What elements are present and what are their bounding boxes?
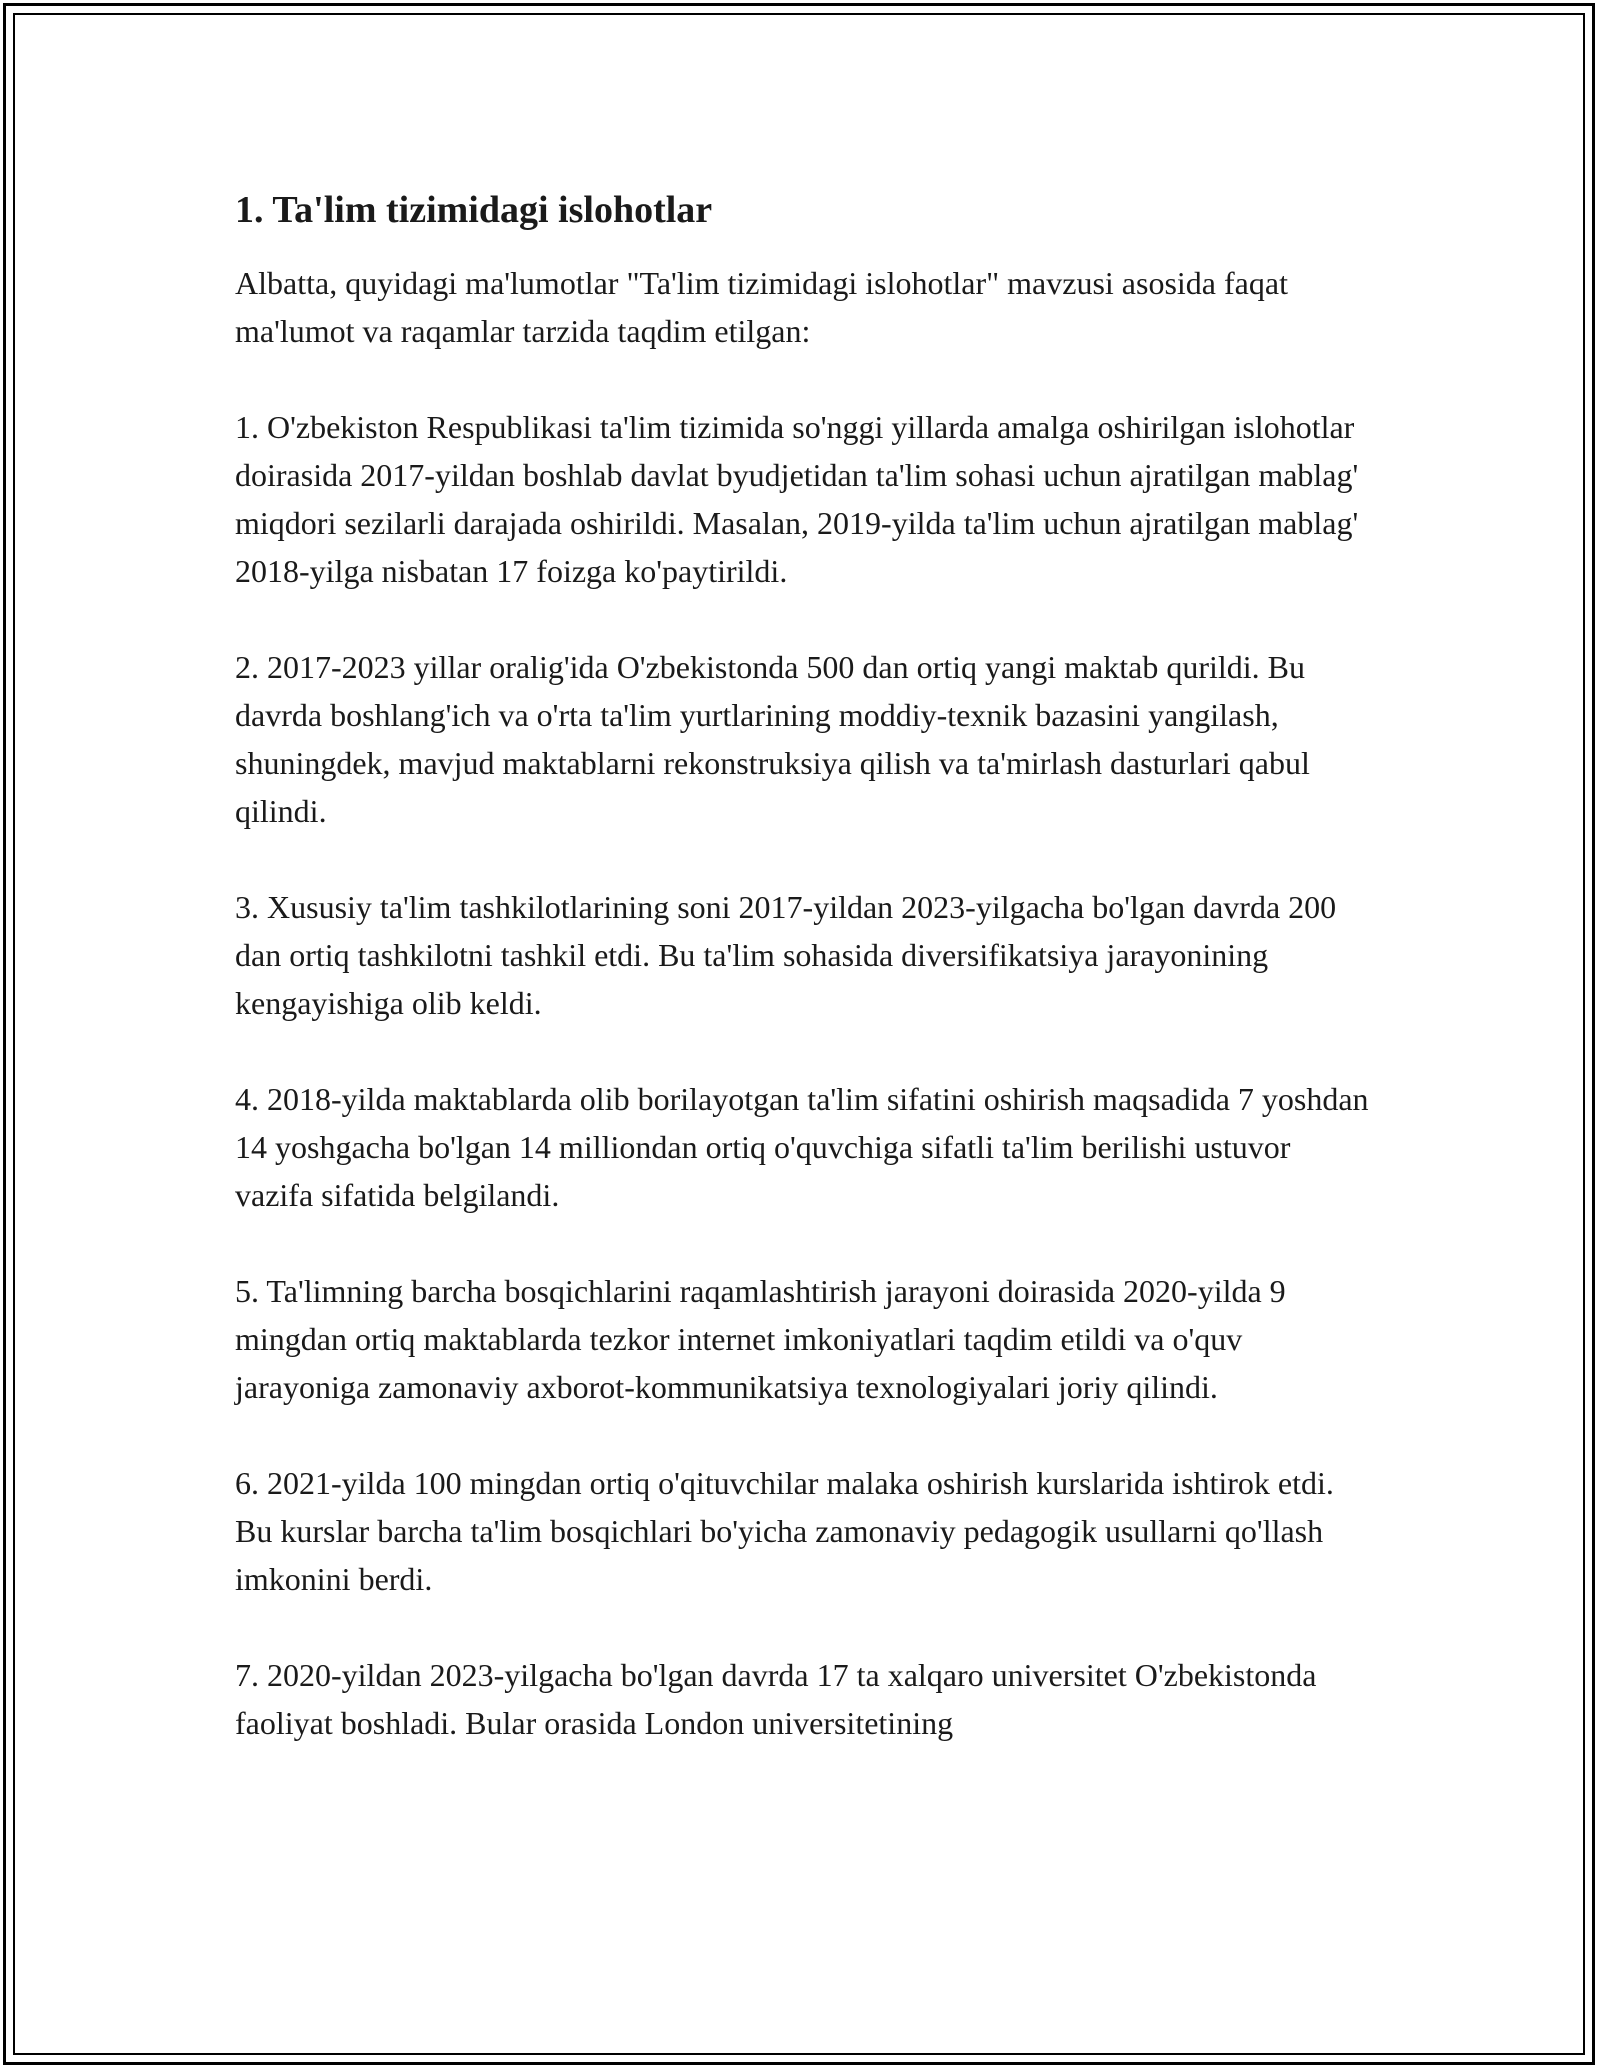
list-item: 5. Ta'limning barcha bosqichlarini raqamlashtirish jarayoni doirasida 2020-yilda 9 mingdan ortiq maktablarda tezkor internet imkoniyatlari taqdim etildi va o'quv jarayoniga zamonaviy axborot-kommunikatsiya texnologiyalari joriy qilindi. [235, 1273, 1286, 1405]
document-body [235, 185, 1370, 1747]
list-item: 4. 2018-yilda maktablarda olib borilayotgan ta'lim sifatini oshirish maqsadida 7 yoshdan 14 yoshgacha bo'lgan 14 milliondan ortiq o'quvchiga sifatli ta'lim berilishi ustuvor vazifa sifatida belgilandi. [235, 1081, 1369, 1213]
intro-paragraph: Albatta, quyidagi ma'lumotlar "Ta'lim tizimidagi islohotlar" mavzusi asosida faqat ma'lumot va raqamlar tarzida taqdim etilgan: [235, 265, 1288, 349]
list-item: 7. 2020-yildan 2023-yilgacha bo'lgan davrda 17 ta xalqaro universitet O'zbekistonda faoliyat boshladi. Bular orasida London universitetining [235, 1657, 1317, 1741]
list-item: 6. 2021-yilda 100 mingdan ortiq o'qituvchilar malaka oshirish kurslarida ishtirok etdi. Bu kurslar barcha ta'lim bosqichlari bo'yicha zamonaviy pedagogik usullarni qo'llash imkonini berdi. [235, 1465, 1334, 1597]
list-item: 3. Xususiy ta'lim tashkilotlarining soni 2017-yildan 2023-yilgacha bo'lgan davrda 200 dan ortiq tashkilotni tashkil etdi. Bu ta'lim sohasida diversifikatsiya jarayonining kengayishiga olib keldi. [235, 889, 1337, 1021]
section-heading: 1. Ta'lim tizimidagi islohotlar [235, 189, 713, 231]
list-item: 1. O'zbekiston Respublikasi ta'lim tizimida so'nggi yillarda amalga oshirilgan islohotlar doirasida 2017-yildan boshlab davlat byudjetidan ta'lim sohasi uchun ajratilgan mablag' miqdori sezilarli darajada oshirildi. Masalan, 2019-yilda ta'lim uchun ajratilgan mablag' 2018-yilga nisbatan 17 foizga ko'paytirildi. [235, 409, 1359, 589]
list-item: 2. 2017-2023 yillar oralig'ida O'zbekistonda 500 dan ortiq yangi maktab qurildi. Bu davrda boshlang'ich va o'rta ta'lim yurtlarining moddiy-texnik bazasini yangilash, shuningdek, mavjud maktablarni rekonstruksiya qilish va ta'mirlash dasturlari qabul qilindi. [235, 649, 1310, 829]
